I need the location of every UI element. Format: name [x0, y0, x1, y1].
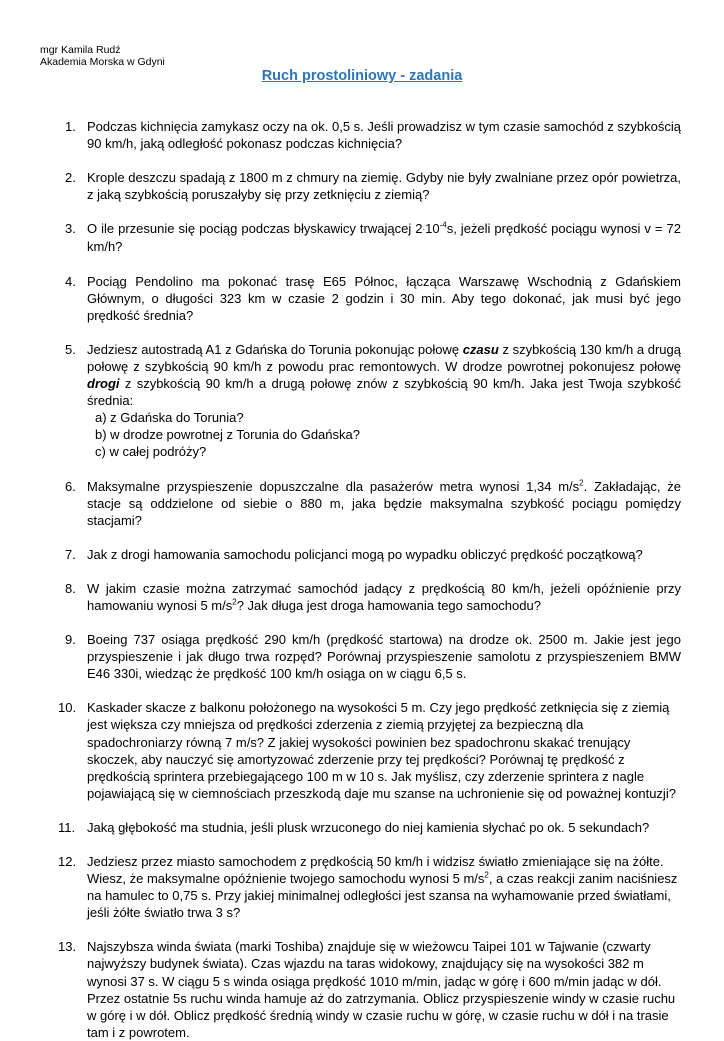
task-item — [58, 819, 681, 836]
task-number: 5. — [65, 341, 76, 357]
emphasis-time: czasu — [462, 341, 499, 357]
task-item — [65, 546, 681, 563]
task-text: Jedziesz przez miasto samochodem z prędkością 50 km/h i widzisz światło zmieniające się na żółte. Wiesz, że maksymalne opóźnienie twojego samochodu wynosi 5 m/s — [87, 854, 664, 887]
subquestion: c) w całej podróży? — [95, 444, 207, 460]
task-text: , a czas reakcji zanim naciśniesz na hamulec to 0,75 s. Przy jakiej minimalnej odległości jest szansa na wyhamowanie przed światłami, jeśli żółte światło trwa 3 s? — [87, 871, 678, 921]
task-text: Jaką głębokość ma studnia, jeśli plusk wrzuconego do niej kamienia słychać po ok. 5 sekundach? — [87, 819, 650, 835]
task-text: Boeing 737 osiąga prędkość 290 km/h (prędkość startowa) na drodze ok. 2500 m. Jakie jest jego przyspieszenie i jak długo trwa rozpęd? Porównaj przyspieszenie samolotu z przyspieszeniem BMW E46 330i, wiedząc że prędkość 100 km/h osiąga on w ciągu 6,5 s. — [87, 632, 681, 682]
document-header — [40, 44, 165, 68]
task-item — [58, 853, 681, 921]
task-text: s, jeżeli prędkość pociągu wynosi v = 72 km/h? — [87, 221, 681, 255]
task-item — [65, 220, 681, 255]
task-number: 12. — [58, 854, 77, 870]
task-item — [65, 580, 681, 614]
task-number: 4. — [65, 273, 76, 289]
task-text: . Zakładając, że stacje są oddzielone od siebie o 880 m, jaka będzie maksymalna szybkość pociągu pomiędzy stacjami? — [87, 478, 681, 528]
task-number: 13. — [58, 939, 77, 955]
task-item — [65, 169, 681, 203]
task-number: 11. — [58, 819, 76, 835]
task-item — [65, 631, 681, 682]
institution-name: Akademia Morska w Gdyni — [40, 56, 165, 68]
task-text: Krople deszczu spadają z 1800 m z chmury na ziemię. Gdyby nie były zwalniane przez opór powietrza, z jaką szybkością poruszałyby się przy zetknięciu z ziemią? — [87, 170, 681, 203]
task-item — [58, 938, 681, 1041]
task-number: 9. — [65, 632, 76, 648]
task-number: 6. — [65, 478, 76, 494]
multiplication-dot: · — [422, 225, 426, 235]
task-item — [65, 478, 681, 529]
exponent: 2 — [579, 478, 584, 488]
task-item — [65, 118, 681, 152]
task-number: 1. — [65, 119, 76, 134]
task-text: Kaskader skacze z balkonu położonego na wysokości 5 m. Czy jego prędkość zetknięcia się z ziemią jest większa czy mniejsza od prędkości zderzenia z ziemią przyjętej za bezpieczną dla spadochroniarzy równą 7 m/s? Z jakiej wysokości powinien bez spadochronu skakać trenujący skoczek, aby nauczyć się amortyzować zderzenie przy tej prędkości? Porównaj tę prędkość z prędkością sprintera przebiegającego 100 m w 10 s. Jak myślisz, czy zderzenie sprintera z nagle pojawiającą się w ciemnościach przeszkodą daje mu szanse na uchronienie się od poważnej kontuzji? — [87, 700, 676, 801]
task-item — [58, 699, 681, 802]
task-number: 10. — [58, 700, 77, 716]
exponent: 2 — [484, 870, 489, 880]
task-text-block — [87, 341, 681, 409]
task-text: Podczas kichnięcia zamykasz oczy na ok. 0,5 s. Jeśli prowadzisz w tym czasie samochód z szybkością 90 km/h, jaką odległość pokonasz podczas kichnięcia? — [87, 119, 681, 152]
task-text: W jakim czasie można zatrzymać samochód jadący z prędkością 80 km/h, jeżeli opóźnienie przy hamowaniu wynosi 5 m/s — [87, 580, 681, 613]
task-text: z szybkością 130 km/h a drugą połowę z szybkością 90 km/h z powodu prac remontowych. W drodze powrotnej pokonujesz połowę — [87, 341, 681, 374]
task-list — [58, 118, 681, 1041]
task-text: ? Jak długa jest droga hamowania tego samochodu? — [236, 597, 541, 613]
author-name: mgr Kamila Rudź — [40, 44, 121, 56]
task-text: Najszybsza winda świata (marki Toshiba) znajduje się w wieżowcu Taipei 101 w Tajwanie (czwarty najwyższy budynek świata). Czas wjazdu na taras widokowy, znajdujący się na wysokości 382 m wynosi 37 s. W ciągu 5 s winda osiąga prędkość 1010 m/min, jadąc w górę i 600 m/min jadąc w dół. Przez ostatnie 5s ruchu winda hamuje aż do zatrzymania. Oblicz przyspieszenie windy w czasie ruchu w górę i w dół. Oblicz prędkość średnią windy w czasie ruchu w górę, w czasie ruchu w dół i na trasie tam i z powrotem. — [87, 939, 676, 1040]
task-text: Jak z drogi hamowania samochodu policjanci mogą po wypadku obliczyć prędkość początkową? — [87, 546, 643, 562]
task-item — [65, 341, 681, 461]
task-text: Jedziesz autostradą A1 z Gdańska do Torunia pokonując połowę — [87, 341, 463, 357]
task-number: 8. — [65, 580, 76, 596]
exponent: -4 — [439, 221, 447, 231]
subquestion: a) z Gdańska do Torunia? — [95, 410, 244, 426]
task-text: O ile przesunie się pociąg podczas błyskawicy trwającej 2 — [87, 221, 423, 237]
page-title: Ruch prostoliniowy - zadania — [261, 68, 463, 84]
exponent: 2 — [232, 597, 237, 607]
task-number: 3. — [65, 221, 76, 237]
task-item — [65, 273, 681, 324]
task-text: 10 — [425, 221, 440, 237]
task-number: 7. — [65, 546, 76, 562]
task-text: Maksymalne przyspieszenie dopuszczalne dla pasażerów metra wynosi 1,34 m/s — [87, 478, 580, 494]
task-text: z szybkością 90 km/h a drugą połowę znów z szybkością 90 km/h. Jaka jest Twoja szybkość średnia: — [87, 376, 681, 409]
task-number: 2. — [65, 170, 76, 186]
task-text: Pociąg Pendolino ma pokonać trasę E65 Północ, łącząca Warszawę Wschodnią z Gdańskiem Głównym, o długości 323 km w czasie 2 godzin i 30 min. Aby tego dokonać, jak musi być jego prędkość średnia? — [87, 273, 681, 323]
emphasis-distance: drogi — [87, 376, 120, 392]
subquestion: b) w drodze powrotnej z Torunia do Gdańska? — [95, 427, 360, 443]
